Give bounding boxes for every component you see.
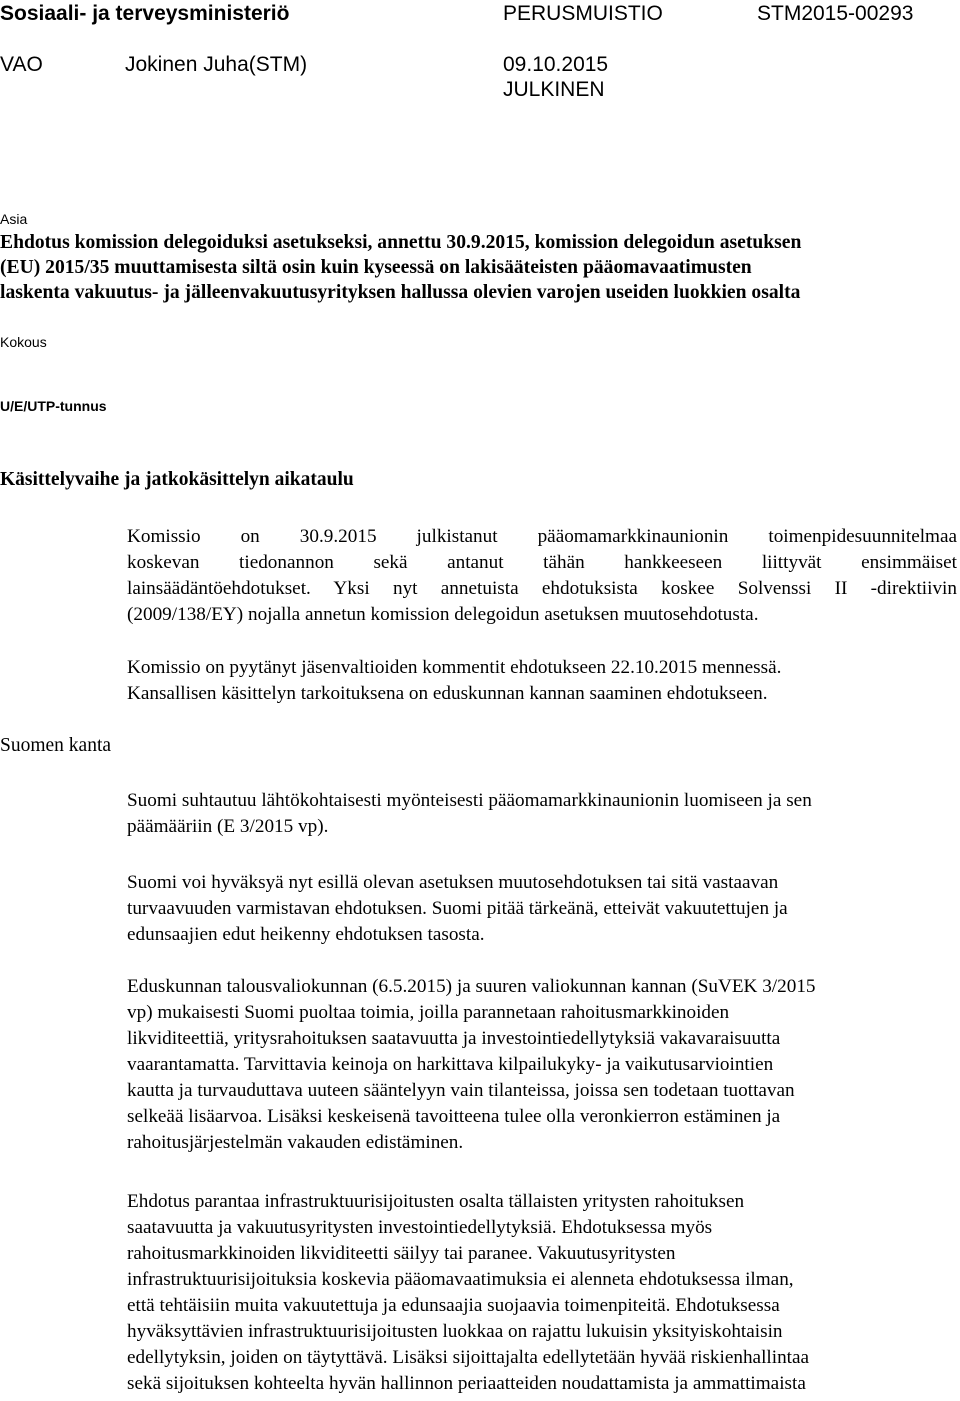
text-line: turvaavuuden varmistavan ehdotuksen. Suomi pitää tärkeänä, etteivät vakuutettujen ja: [127, 898, 788, 919]
text-line: koskevan tiedonannon sekä antanut tähän hankkeeseen liittyvät ensimmäiset: [127, 552, 957, 573]
text-line: rahoitusmarkkinoiden likviditeetti säilyy tai paranee. Vakuutusyritysten: [127, 1243, 676, 1264]
unit: VAO: [0, 53, 43, 76]
subject-heading: [0, 230, 958, 305]
kanta-title: Suomen kanta: [0, 735, 112, 756]
text-line: Ehdotus parantaa infrastruktuurisijoitusten osalta tällaisten yritysten rahoituksen: [127, 1191, 745, 1212]
text-line: infrastruktuurisijoituksia koskevia pääomavaatimuksia ei alenneta ehdotuksessa ilman,: [127, 1269, 794, 1290]
document-type: PERUSMUISTIO: [503, 2, 663, 25]
subject-line: (EU) 2015/35 muuttamisesta siltä osin kuin kyseessä on lakisääteisten pääomavaatimusten: [0, 257, 752, 278]
author: Jokinen Juha(STM): [125, 53, 308, 76]
text-line: edunsaajien edut heikenny ehdotuksen tasosta.: [127, 924, 485, 945]
text-line: kautta ja turvauduttava uuteen sääntelyyn vain tilanteissa, joissa sen todetaan tuottavan: [127, 1080, 795, 1101]
text-line: saatavuutta ja vakuutusyritysten investointiedellytyksiä. Ehdotuksessa myös: [127, 1217, 713, 1238]
kanta-paragraph-2: [127, 870, 957, 948]
text-line: Eduskunnan talousvaliokunnan (6.5.2015) ja suuren valiokunnan kannan (SuVEK 3/2015: [127, 976, 816, 997]
kasittely-paragraph-2: [127, 655, 957, 707]
kasittely-title: Käsittelyvaihe ja jatkokäsittelyn aikataulu: [0, 469, 354, 490]
text-line: Suomi suhtautuu lähtökohtaisesti myönteisesti pääomamarkkinaunionin luomiseen ja sen: [127, 790, 812, 811]
kokous-label: Kokous: [0, 334, 47, 350]
text-line: likviditeettiä, yritysrahoituksen saatavuutta ja investointiedellytyksiä vakavaraisuutta: [127, 1028, 781, 1049]
ministry-name: Sosiaali- ja terveysministeriö: [0, 2, 290, 25]
text-line: Kansallisen käsittelyn tarkoituksena on eduskunnan kannan saaminen ehdotukseen.: [127, 683, 768, 704]
asia-label: Asia: [0, 211, 28, 227]
kanta-paragraph-1: [127, 788, 957, 840]
document-date: 09.10.2015: [503, 53, 609, 76]
kasittely-paragraph-1: [127, 524, 957, 628]
text-line: (2009/138/EY) nojalla annetun komission delegoidun asetuksen muutosehdotusta.: [127, 604, 759, 625]
publicity-status: JULKINEN: [503, 78, 605, 101]
tunnus-label: U/E/UTP-tunnus: [0, 398, 107, 414]
text-line: lainsäädäntöehdotukset. Yksi nyt annetuista ehdotuksista koskee Solvenssi II -direktiivin: [127, 578, 957, 599]
text-line: edellytyksin, joiden on täytyttävä. Lisäksi sijoittajalta edellytetään hyvää riskienhallintaa: [127, 1347, 810, 1368]
text-line: selkeää lisäarvoa. Lisäksi keskeisenä tavoitteena tulee olla veronkierron estäminen ja: [127, 1106, 781, 1127]
text-line: Komissio on 30.9.2015 julkistanut pääomamarkkinaunionin toimenpidesuunnitelmaa: [127, 526, 957, 547]
text-line: vaarantamatta. Tarvittavia keinoja on harkittava kilpailukyky- ja vaikutusarviointien: [127, 1054, 774, 1075]
kanta-paragraph-4: [127, 1189, 957, 1397]
text-line: Komissio on pyytänyt jäsenvaltioiden kommentit ehdotukseen 22.10.2015 mennessä.: [127, 657, 782, 678]
text-line: että tehtäisiin muita vakuutettuja ja edunsaajia suojaavia toimenpiteitä. Ehdotuksessa: [127, 1295, 780, 1316]
text-line: vp) mukaisesti Suomi puoltaa toimia, joilla parannetaan rahoitusmarkkinoiden: [127, 1002, 730, 1023]
text-line: hyväksyttävien infrastruktuurisijoitusten luokkaa on rajattu lukuisin yksityiskohtaisin: [127, 1321, 783, 1342]
text-line: rahoitusjärjestelmän vakauden edistäminen.: [127, 1132, 464, 1153]
document-id: STM2015-00293: [757, 2, 914, 25]
text-line: sekä sijoituksen kohteelta hyvän hallinnon periaatteiden noudattamista ja ammattimaista: [127, 1373, 806, 1394]
kanta-paragraph-3: [127, 974, 957, 1156]
text-line: Suomi voi hyväksyä nyt esillä olevan asetuksen muutosehdotuksen tai sitä vastaavan: [127, 872, 779, 893]
subject-line: Ehdotus komission delegoiduksi asetukseksi, annettu 30.9.2015, komission delegoidun asetuksen: [0, 232, 802, 253]
subject-line: laskenta vakuutus- ja jälleenvakuutusyrityksen hallussa olevien varojen useiden luokkien osalta: [0, 282, 801, 303]
text-line: päämääriin (E 3/2015 vp).: [127, 816, 329, 837]
